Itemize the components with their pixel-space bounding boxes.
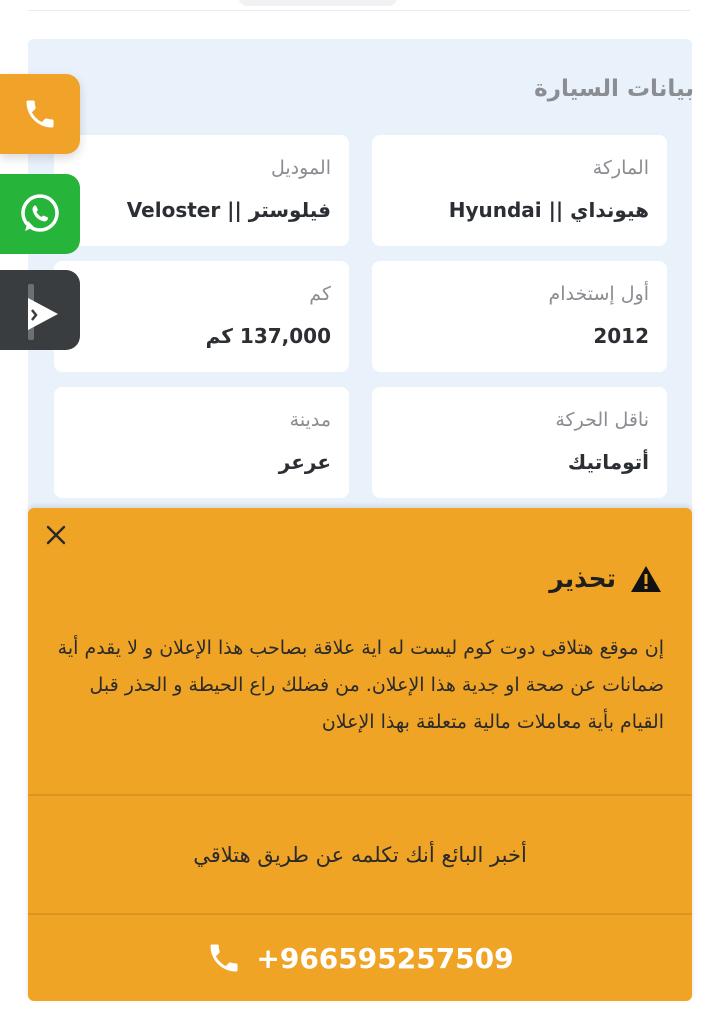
spec-label: الموديل	[270, 157, 331, 179]
spec-label: ناقل الحركة	[555, 409, 649, 431]
call-seller-button[interactable]	[28, 915, 692, 1001]
phone-icon	[22, 96, 58, 132]
close-icon	[45, 524, 67, 546]
warning-modal	[28, 508, 692, 1001]
spec-label: أول إستخدام	[548, 283, 649, 305]
spec-label: كم	[309, 283, 331, 305]
warning-header	[549, 564, 662, 593]
spec-card-transmission	[372, 387, 667, 498]
previous-card	[28, 0, 690, 11]
car-details-title: بيانات السيارة	[534, 76, 694, 102]
float-app-button[interactable]	[0, 270, 80, 350]
close-button[interactable]	[44, 523, 68, 547]
warning-title: تحذير	[549, 564, 616, 593]
whatsapp-icon	[16, 190, 64, 238]
spec-value: 2012	[593, 324, 649, 348]
spec-value: عرعر	[278, 450, 331, 474]
spec-card-city	[54, 387, 349, 498]
warning-text: إن موقع هتلاقى دوت كوم ليست له اية علاقة بصاحب هذا الإعلان و لا يقدم أية ضمانات عن صحة او جدية هذا الإعلان. من فضلك راع الحيطة و الحذر قبل القيام بأية معاملات مالية متعلقة بهذا الإعلان	[57, 637, 664, 733]
spec-label: مدينة	[289, 409, 331, 431]
seller-phone-number: +966595257509	[256, 941, 514, 975]
spec-card-model	[54, 135, 349, 246]
float-whatsapp-button[interactable]	[0, 174, 80, 254]
spec-label: الماركة	[592, 157, 649, 179]
spec-value: أتوماتيك	[567, 450, 649, 474]
float-call-button[interactable]	[0, 74, 80, 154]
app-logo-icon	[18, 280, 62, 340]
warning-triangle-icon	[630, 565, 662, 593]
spec-value: هيونداي || Hyundai	[448, 198, 649, 222]
spec-value: فيلوستر || Veloster	[126, 198, 331, 222]
spec-card-first-use	[372, 261, 667, 372]
tell-seller-note: أخبر البائع أنك تكلمه عن طريق هتلاقي	[193, 842, 527, 867]
spec-card-brand	[372, 135, 667, 246]
spec-card-mileage	[54, 261, 349, 372]
previous-card-text	[238, 0, 398, 6]
phone-icon	[206, 940, 242, 976]
spec-value: 137,000 كم	[205, 324, 331, 348]
